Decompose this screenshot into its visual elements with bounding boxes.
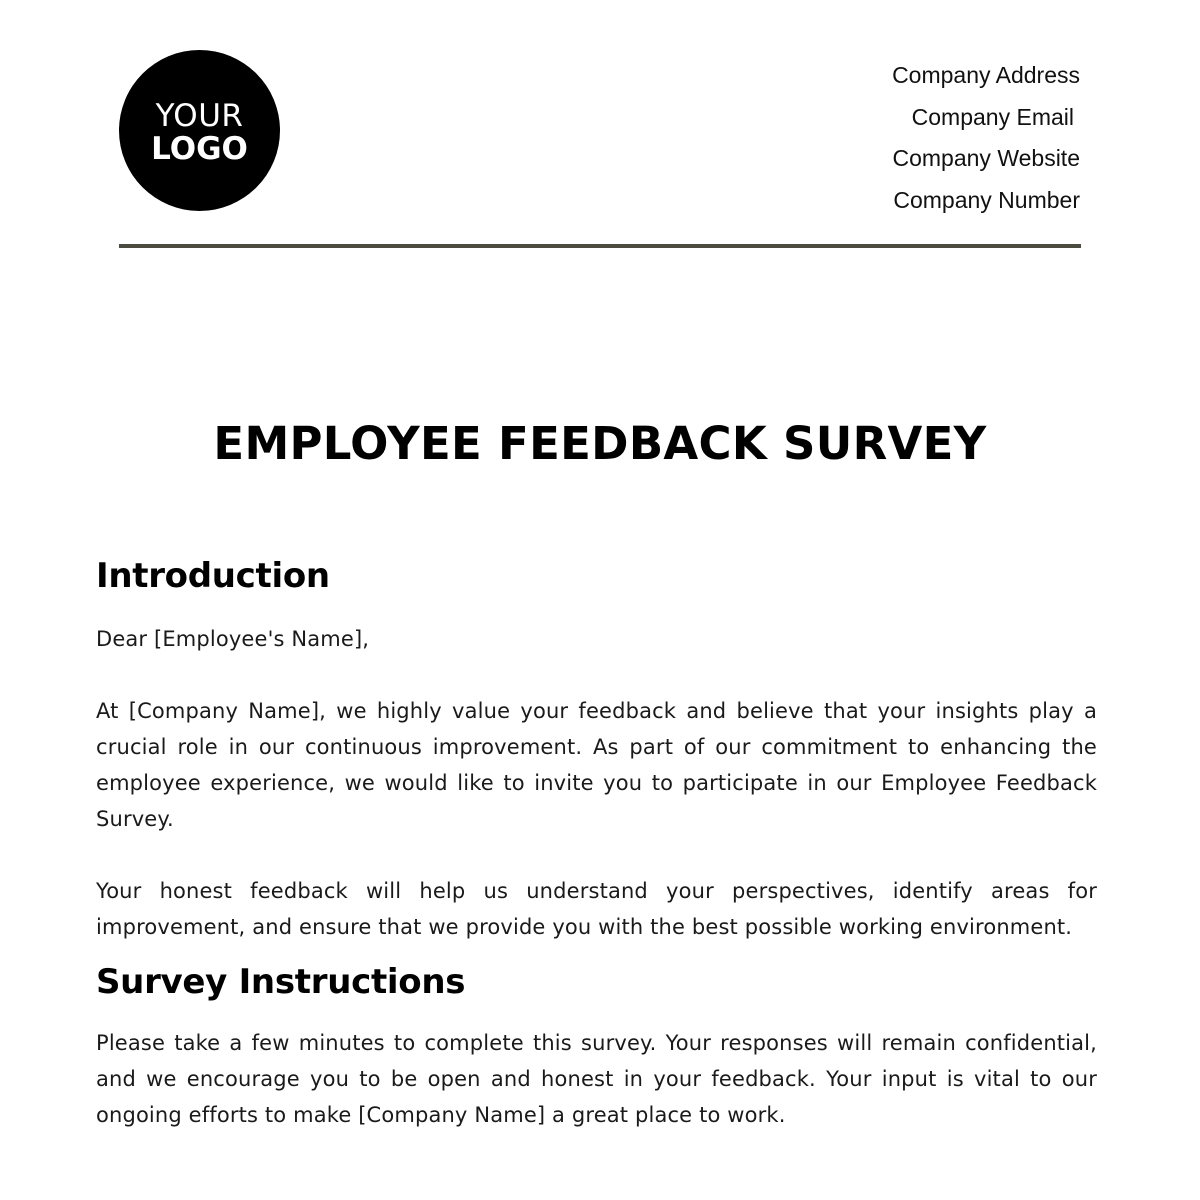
section-heading-survey-instructions: Survey Instructions <box>96 962 466 1002</box>
company-address: Company Address <box>892 62 1080 88</box>
logo-text-your: YOUR <box>155 97 244 134</box>
intro-paragraph-2: Your honest feedback will help us understand your perspectives, identify areas for improvement, and ensure that we provide you with the best possible working environment. <box>96 879 1097 939</box>
greeting-line: Dear [Employee's Name], <box>96 627 370 651</box>
company-website: Company Website <box>892 145 1080 171</box>
company-email: Company Email <box>911 103 1074 130</box>
document-body <box>96 553 1097 1133</box>
company-number: Company Number <box>893 186 1080 213</box>
company-contact-block <box>892 55 1080 221</box>
company-logo <box>119 50 280 211</box>
intro-paragraph-1: At [Company Name], we highly value your feedback and believe that your insights play a crucial role in our continuous improvement. As part of our commitment to enhancing the employee experience, we would like to invite you to participate in our Employee Feedback Survey. <box>96 699 1097 831</box>
instructions-paragraph: Please take a few minutes to complete this survey. Your responses will remain confidential, and we encourage you to be open and honest in your feedback. Your input is vital to our ongoing efforts to make [Company Name] a great place to work. <box>96 1031 1097 1127</box>
header-divider <box>119 244 1081 248</box>
document-title: EMPLOYEE FEEDBACK SURVEY <box>213 417 987 470</box>
section-heading-introduction: Introduction <box>96 556 330 596</box>
logo-text-logo: LOGO <box>151 130 248 167</box>
